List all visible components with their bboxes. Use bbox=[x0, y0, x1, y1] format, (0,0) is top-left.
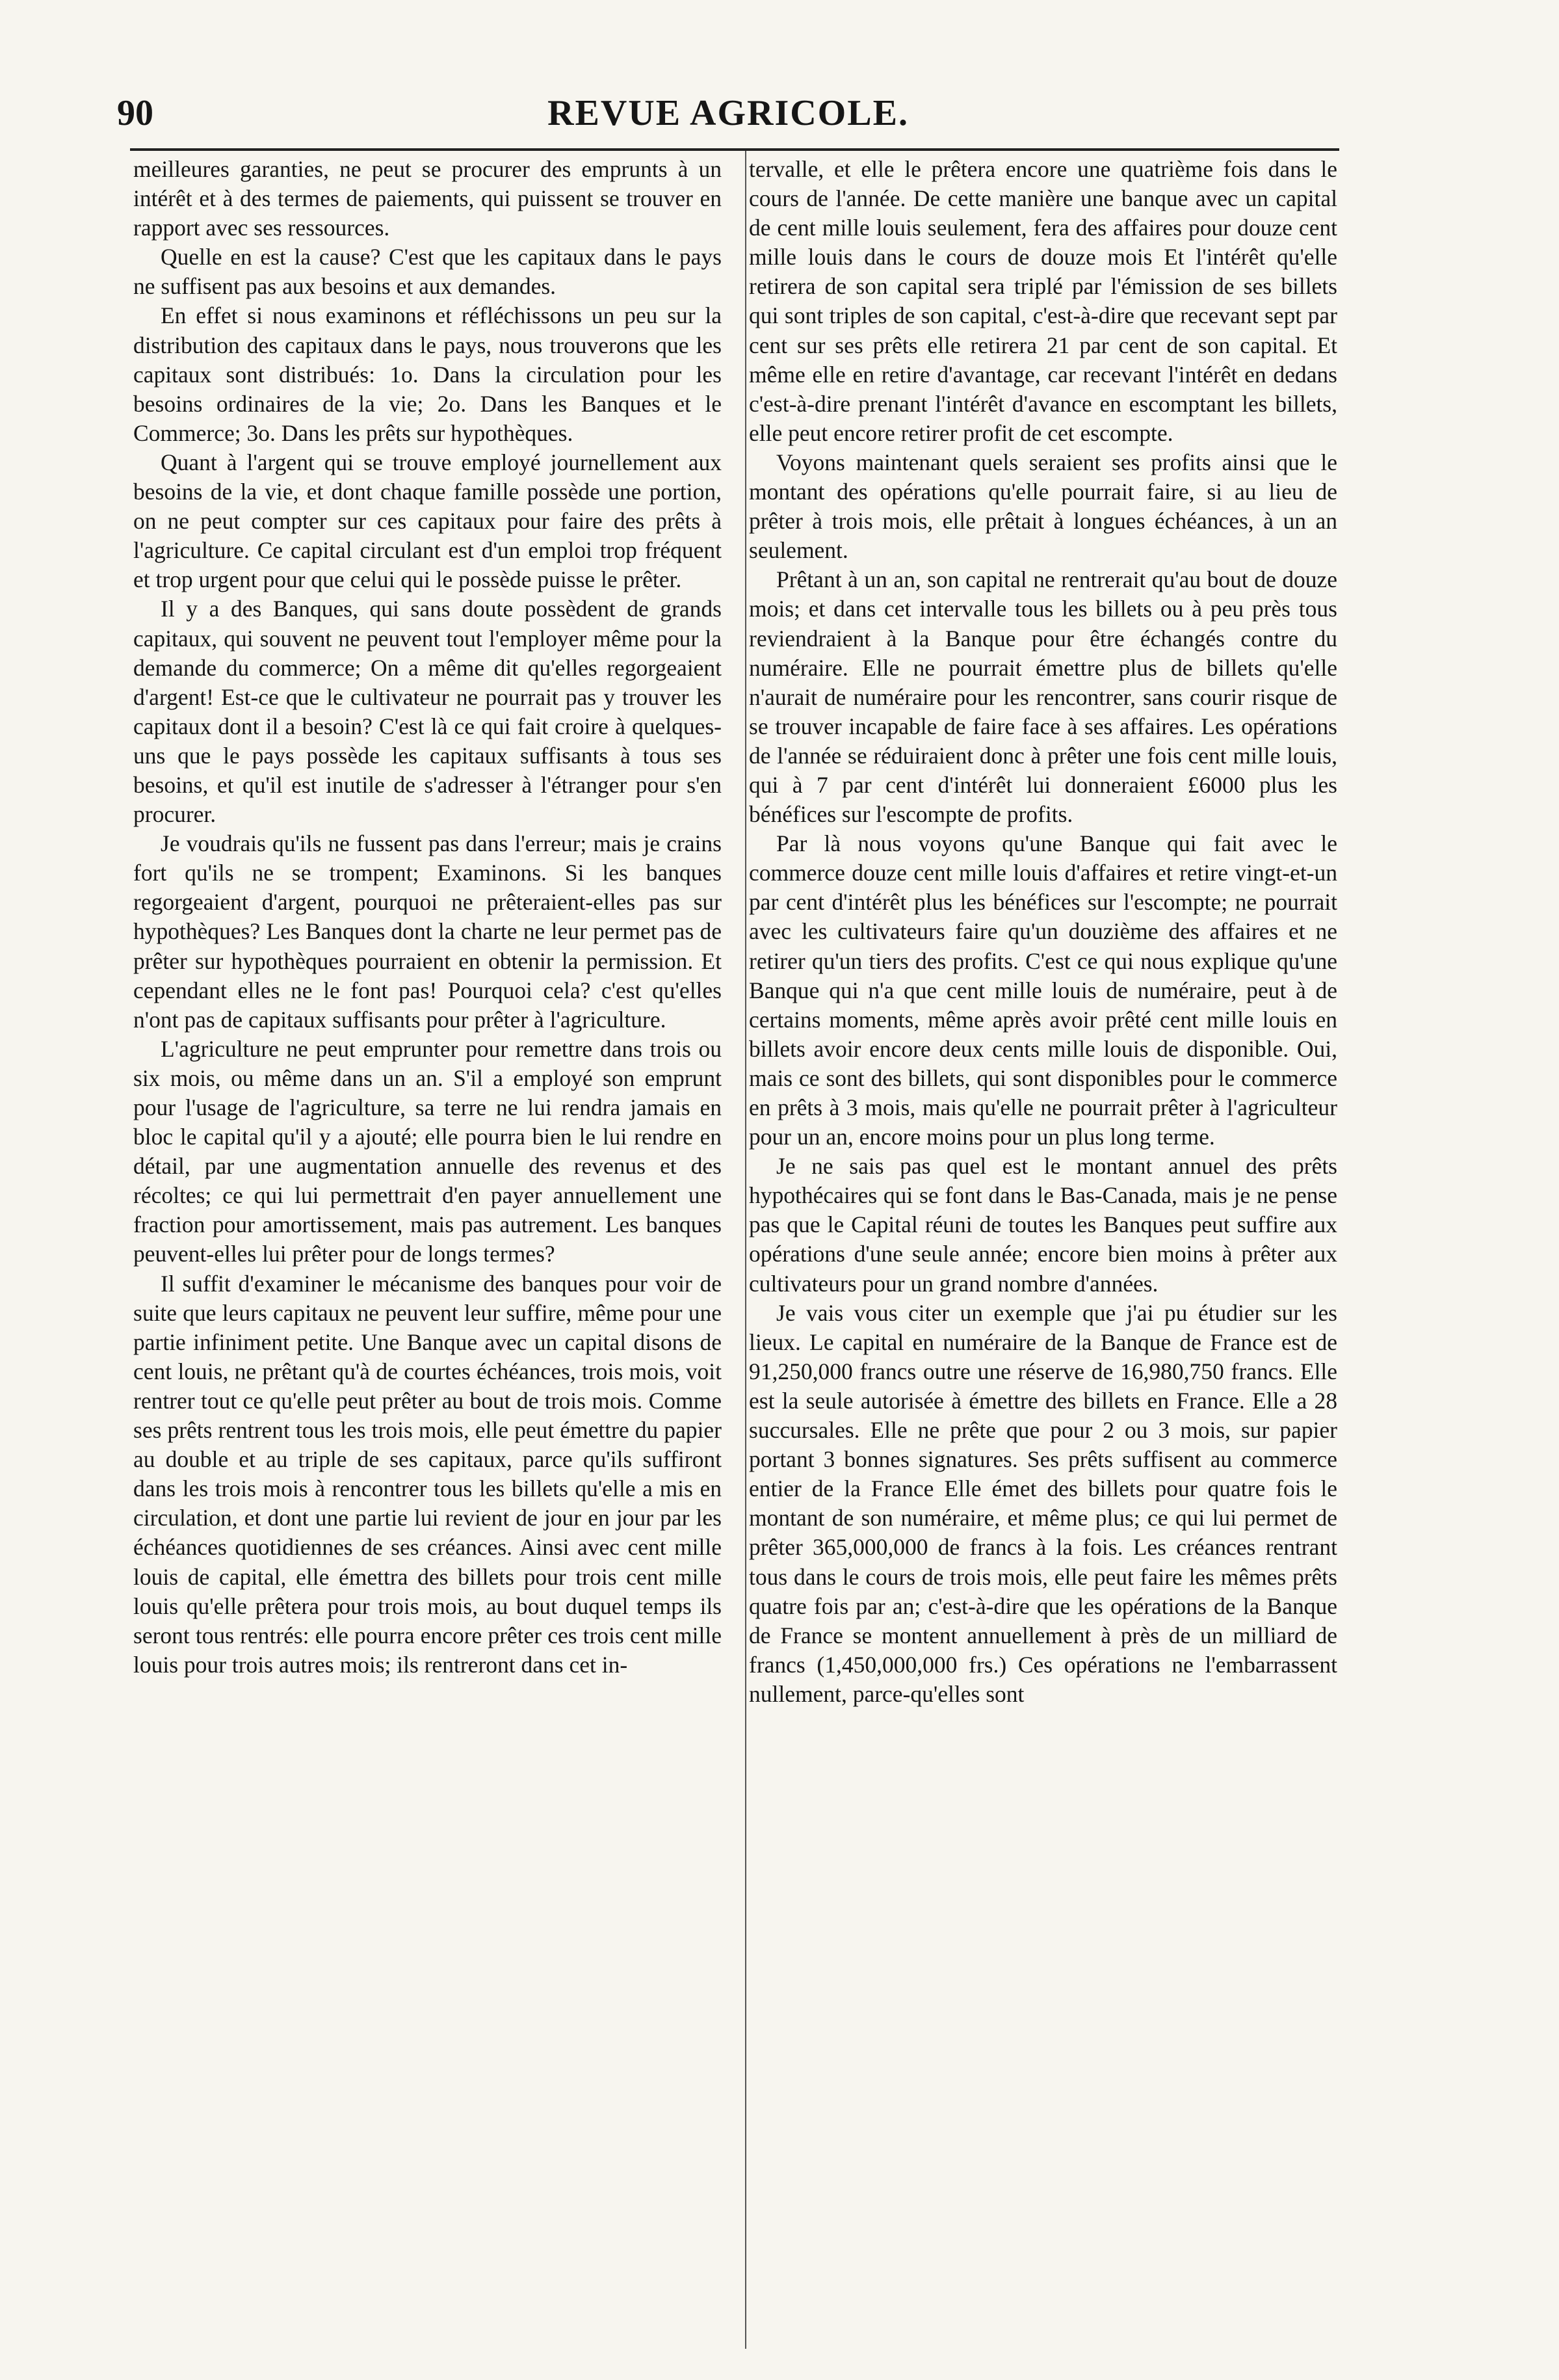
paragraph: En effet si nous examinons et réfléchissons un peu sur la distribution des capitaux dans le pays, nous trouverons que les capitaux sont distribués: 1o. Dans la circulation pour les besoins ordinaires de la vie; 2o. Dans les Banques et le Commerce; 3o. Dans les prêts sur hypothèques. bbox=[133, 302, 722, 446]
paragraph: Il y a des Banques, qui sans doute possèdent de grands capitaux, qui souvent ne peuvent tout l'employer même pour la demande du commerce; On a même dit qu'elles regorgeaient d'argent! Est-ce que le cultivateur ne pourrait pas y trouver les capitaux dont il a besoin? C'est là ce qui fait croire à quelques-uns que le pays possède les capitaux suffisants à tous ses besoins, et qu'il est inutile de s'adresser à l'étranger pour s'en procurer. bbox=[133, 596, 722, 828]
paragraph: Par là nous voyons qu'une Banque qui fait avec le commerce douze cent mille louis d'affaires et retire vingt-et-un par cent d'intérêt plus les bénéfices sur l'escompte; ne pourrait avec les cultivateurs faire qu'un douzième des affaires et ne retirer qu'un tiers des profits. C'est ce qui nous explique qu'une Banque qui n'a que cent mille louis de numéraire, peut à de certains moments, même après avoir prêté cent mille louis en billets avoir encore deux cents mille louis de disponible. Oui, mais ce sont des billets, qui sont disponibles pour le commerce en prêts à 3 mois, mais qu'elle ne pourrait prêter à l'agriculteur pour un an, encore moins pour un plus long terme. bbox=[749, 830, 1337, 1150]
column-divider bbox=[745, 151, 746, 2349]
running-title: REVUE AGRICOLE. bbox=[547, 93, 909, 133]
right-column bbox=[749, 155, 1337, 1709]
page-header bbox=[117, 85, 1339, 143]
paragraph: Je ne sais pas quel est le montant annuel des prêts hypothécaires qui se font dans le Bas-Canada, mais je ne pense pas que le Capital réuni de toutes les Banques peut suffire aux opérations d'une seule année; encore bien moins à prêter aux cultivateurs pour un grand nombre d'années. bbox=[749, 1153, 1337, 1297]
paragraph: meilleures garanties, ne peut se procurer des emprunts à un intérêt et à des termes de paiements, qui puissent se trouver en rapport avec ses ressources. bbox=[133, 156, 722, 241]
paragraph: Quelle en est la cause? C'est que les capitaux dans le pays ne suffisent pas aux besoins et aux demandes. bbox=[133, 244, 722, 300]
paragraph: Prêtant à un an, son capital ne rentrerait qu'au bout de douze mois; et dans cet intervalle tous les billets ou à peu près tous reviendraient à la Banque pour être échangés contre du numéraire. Elle ne pourrait émettre plus de billets qu'elle n'aurait de numéraire pour les rencontrer, sans courir risque de se trouver incapable de faire face à ses affaires. Les opérations de l'année se réduiraient donc à prêter une fois cent mille louis, qui à 7 par cent d'intérêt lui donneraient £6000 plus les bénéfices sur l'escompte de profits. bbox=[749, 566, 1337, 828]
header-rule bbox=[130, 148, 1339, 151]
paragraph: L'agriculture ne peut emprunter pour remettre dans trois ou six mois, ou même dans un an. S'il a employé son emprunt pour l'usage de l'agriculture, sa terre ne lui rendra jamais en bloc le capital qu'il y a ajouté; elle pourra bien le lui rendre en détail, par une augmentation annuelle des revenus et des récoltes; ce qui lui permettrait d'en payer annuellement une fraction pour amortissement, mais pas autrement. Les banques peuvent-elles lui prêter pour de longs termes? bbox=[133, 1035, 722, 1267]
paragraph: Voyons maintenant quels seraient ses profits ainsi que le montant des opérations qu'elle pourrait faire, si au lieu de prêter à trois mois, elle prêtait à longues échéances, à un an seulement. bbox=[749, 449, 1337, 564]
paragraph: Quant à l'argent qui se trouve employé journellement aux besoins de la vie, et dont chaque famille possède une portion, on ne peut compter sur ces capitaux pour faire des prêts à l'agriculture. Ce capital circulant est d'un emploi trop fréquent et trop urgent pour que celui qui le possède puisse le prêter. bbox=[133, 449, 722, 593]
paragraph: tervalle, et elle le prêtera encore une quatrième fois dans le cours de l'année. De cette manière une banque avec un capital de cent mille louis seulement, fera des affaires pour douze cent mille louis dans le cours de douze mois Et l'intérêt qu'elle retirera de son capital sera triplé par l'émission de ses billets qui sont triples de son capital, c'est-à-dire que recevant sept par cent sur ses prêts elle retirera 21 par cent de son capital. Et même elle en retire d'avantage, car recevant l'intérêt en dedans c'est-à-dire prenant l'intérêt d'avance en escomptant les billets, elle peut encore retirer profit de cet escompte. bbox=[749, 156, 1337, 446]
paragraph: Je vais vous citer un exemple que j'ai pu étudier sur les lieux. Le capital en numéraire de la Banque de France est de 91,250,000 francs outre une réserve de 16,980,750 francs. Elle est la seule autorisée à émettre des billets en France. Elle a 28 succursales. Elle ne prête que pour 2 ou 3 mois, sur papier portant 3 bonnes signatures. Ses prêts suffisent au commerce entier de la France Elle émet des billets pour quatre fois le montant de son numéraire, et même plus; ce qui lui permet de prêter 365,000,000 de francs à la fois. Les créances rentrant tous dans le cours de trois mois, elle peut faire les mêmes prêts quatre fois par an; c'est-à-dire que les opérations de la Banque de France se montent annuellement à près de un milliard de francs (1,450,000,000 frs.) Ces opérations ne l'embarrassent nullement, parce-qu'elles sont bbox=[749, 1299, 1337, 1707]
paragraph: Il suffit d'examiner le mécanisme des banques pour voir de suite que leurs capitaux ne peuvent leur suffire, même pour une partie infiniment petite. Une Banque avec un capital disons de cent louis, ne prêtant qu'à de courtes échéances, trois mois, voit rentrer tout ce qu'elle peut prêter au bout de trois mois. Comme ses prêts rentrent tous les trois mois, elle peut émettre du papier au double et au triple de ses capitaux, parce qu'ils suffiront dans les trois mois à rencontrer tous les billets qu'elle a mis en circulation, et dont une partie lui revient de jour en jour par les échéances quotidiennes de ses créances. Ainsi avec cent mille louis de capital, elle émettra des billets pour trois cent mille louis qu'elle prêtera pour trois mois, au bout duquel temps ils seront tous rentrés: elle pourra encore prêter ces trois cent mille louis pour trois autres mois; ils rentreront dans cet in- bbox=[133, 1270, 722, 1678]
paragraph: Je voudrais qu'ils ne fussent pas dans l'erreur; mais je crains fort qu'ils ne se trompent; Examinons. Si les banques regorgeaient d'argent, pourquoi ne prêteraient-elles pas sur hypothèques? Les Banques dont la charte ne leur permet pas de prêter sur hypothèques pourraient en obtenir la permission. Et cependant elles ne le font pas! Pourquoi cela? c'est qu'elles n'ont pas de capitaux suffisants pour prêter à l'agriculture. bbox=[133, 830, 722, 1033]
page-number: 90 bbox=[117, 93, 153, 133]
left-column bbox=[133, 155, 722, 1680]
